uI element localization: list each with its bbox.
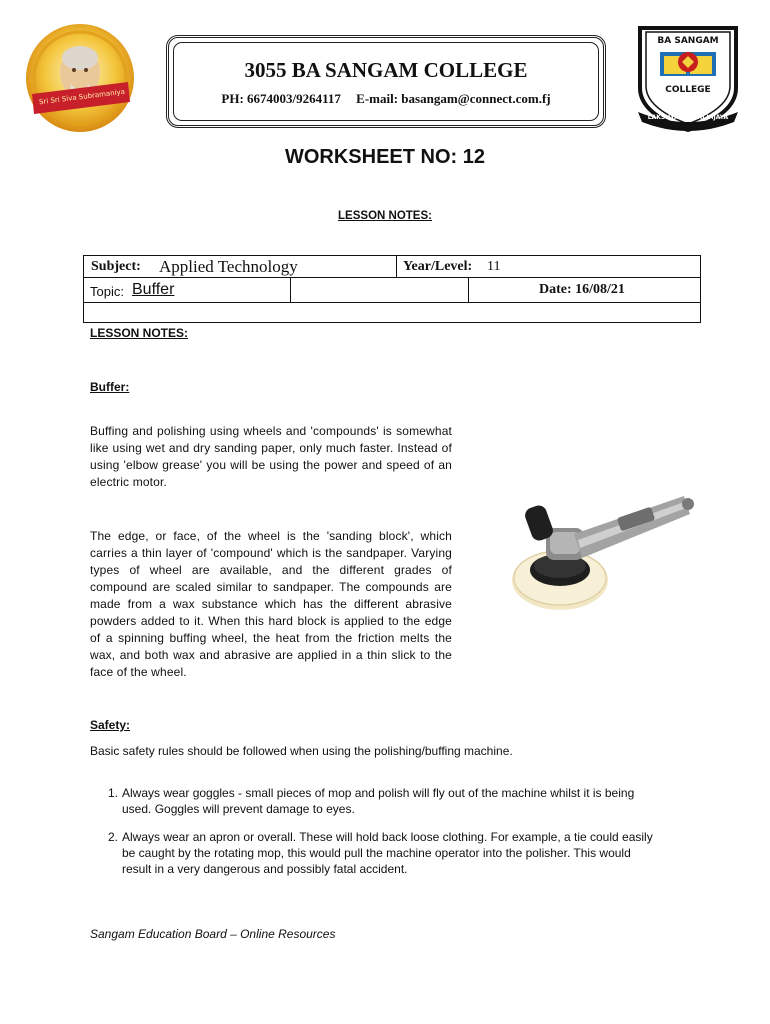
year-value: 11 [487, 259, 501, 274]
college-logo-left [24, 22, 136, 134]
safety-item-number: 1. [108, 786, 119, 800]
topic-blank-cell [290, 277, 469, 303]
crest-top-text: BA SANGAM [657, 36, 719, 46]
topic-cell [83, 277, 291, 303]
subject-value: Applied Technology [159, 257, 298, 276]
safety-heading: Safety: [90, 718, 131, 732]
email-address: E-mail: basangam@connect.com.fj [356, 91, 551, 106]
lesson-notes-label: LESSON NOTES: [90, 326, 189, 340]
college-crest-right [630, 22, 746, 134]
date-text: Date: 16/08/21 [539, 282, 625, 297]
footer-text: Sangam Education Board – Online Resources [90, 927, 336, 941]
lesson-notes-heading: LESSON NOTES: [338, 210, 432, 222]
college-header-box [166, 35, 606, 128]
buffer-heading: Buffer: [90, 380, 130, 394]
worksheet-title: WORKSHEET NO: 12 [284, 146, 486, 168]
buffer-paragraph-2: The edge, or face, of the wheel is the 'sanding block', which carries a thin layer of 'compound' which is the sandpaper. Varying types of wheel are available, and the different grades of compound are scaled similar to sandpaper. The compounds are made from a wax substance which has the different abrasive powders added to it. When this hard block is applied to the edge of a spinning buffing wheel, the heat from the friction melts the wax, and both wax and abrasive are applied in a thin slick to the face of the wheel. [90, 529, 452, 679]
college-name: 3055 BA SANGAM COLLEGE [244, 58, 528, 82]
safety-item-text: Always wear an apron or overall. These will hold back loose clothing. For example, a tie could easily be caught by the rotating mop, this would pull the machine operator into the polisher. This would result in a very dangerous and possibly fatal accident. [122, 830, 653, 876]
topic-value: Buffer [132, 281, 175, 298]
safety-item-number: 2. [108, 830, 119, 844]
topic-label: Topic: [90, 284, 124, 299]
subject-label: Subject: [91, 259, 141, 274]
safety-item-text: Always wear goggles - small pieces of mop and polish will fly out of the machine whilst it is being used. Goggles will prevent damage to eyes. [122, 786, 635, 816]
phone-number: PH: 6674003/9264117 [221, 91, 341, 106]
safety-intro: Basic safety rules should be followed when using the polishing/buffing machine. [90, 744, 513, 758]
blank-row [83, 302, 701, 323]
year-cell [396, 255, 701, 278]
safety-list [108, 785, 656, 877]
year-label: Year/Level: [403, 259, 473, 274]
subject-cell [83, 255, 397, 278]
safety-item [108, 829, 656, 877]
buffer-machine-image [508, 462, 696, 627]
contact-line [169, 91, 603, 107]
safety-item [108, 785, 656, 817]
crest-bottom-text: COLLEGE [665, 85, 711, 95]
buffer-paragraph-1: Buffing and polishing using wheels and 'compounds' is somewhat like using wet and dry sanding paper, only much faster. Instead of using 'elbow grease' you will be using the power and speed of an electric motor. [90, 424, 452, 489]
crest-motto: LAKSHYA SIDDHI VIJAYA [647, 114, 729, 121]
left-logo-banner-text: Sri Sri Siva Subramaniya [38, 87, 126, 107]
date-cell [468, 277, 701, 303]
